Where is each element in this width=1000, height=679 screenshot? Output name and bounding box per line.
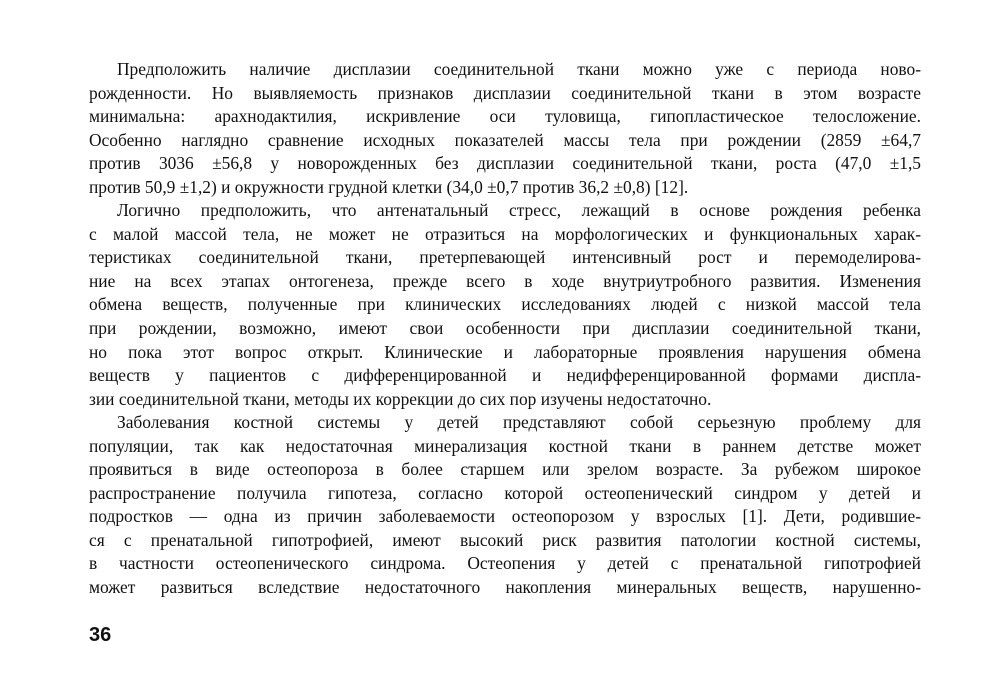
text-line: может развиться вследствие недостаточного накопления минеральных веществ, нарушенно- [89, 577, 921, 598]
text-line: теристиках соединительной ткани, претерпевающей интенсивный рост и перемоделирова- [89, 247, 921, 268]
text-line: Логично предположить, что антенатальный стресс, лежащий в основе рождения ребенка [117, 200, 921, 221]
text-line: рожденности. Но выявляемость признаков дисплазии соединительной ткани в этом возрасте [89, 82, 921, 103]
text-line: но пока этот вопрос открыт. Клинические и лабораторные проявления нарушения обмена [89, 341, 921, 362]
paragraph [89, 58, 921, 199]
text-line: подростков — одна из причин заболеваемости остеопорозом у взрослых [1]. Дети, родившие- [89, 506, 921, 527]
paragraph [89, 411, 921, 599]
text-line: Предположить наличие дисплазии соединительной ткани можно уже с периода ново- [117, 59, 921, 79]
text-line: обмена веществ, полученные при клинических исследованиях людей с низкой массой тела [89, 294, 921, 315]
text-line: при рождении, возможно, имеют свои особенности при дисплазии соединительной ткани, [89, 318, 921, 339]
text-line: против 3036 ±56,8 у новорожденных без дисплазии соединительной ткани, роста (47,0 ±1,5 [89, 153, 921, 174]
text-line: ние на всех этапах онтогенеза, прежде всего в ходе внутриутробного развития. Изменения [89, 270, 921, 291]
page-number: 36 [89, 624, 112, 646]
paragraph [89, 199, 921, 411]
text-line: ся с пренатальной гипотрофией, имеют высокий риск развития патологии костной системы, [89, 529, 921, 550]
text-line: минимальна: арахнодактилия, искривление оси туловища, гипопластическое телосложение. [89, 106, 921, 127]
text-line: веществ у пациентов с дифференцированной и недифференцированной формами диспла- [89, 365, 921, 386]
text-line: зии соединительной ткани, методы их коррекции до сих пор изучены недостаточно. [89, 388, 712, 409]
text-line: против 50,9 ±1,2) и окружности грудной клетки (34,0 ±0,7 против 36,2 ±0,8) [12]. [89, 176, 689, 197]
text-line: с малой массой тела, не может не отразиться на морфологических и функциональных харак- [89, 223, 921, 244]
text-line: Заболевания костной системы у детей представляют собой серьезную проблему для [117, 412, 921, 433]
text-line: распространение получила гипотеза, согласно которой остеопенический синдром у детей и [89, 482, 921, 503]
text-line: в частности остеопенического синдрома. Остеопения у детей с пренатальной гипотрофией [89, 553, 921, 574]
text-line: популяции, так как недостаточная минерализация костной ткани в раннем детстве может [89, 435, 921, 456]
body-text [89, 58, 921, 600]
text-line: Особенно наглядно сравнение исходных показателей массы тела при рождении (2859 ±64,7 [89, 129, 921, 150]
text-line: проявиться в виде остеопороза в более старшем или зрелом возрасте. За рубежом широкое [89, 459, 921, 480]
